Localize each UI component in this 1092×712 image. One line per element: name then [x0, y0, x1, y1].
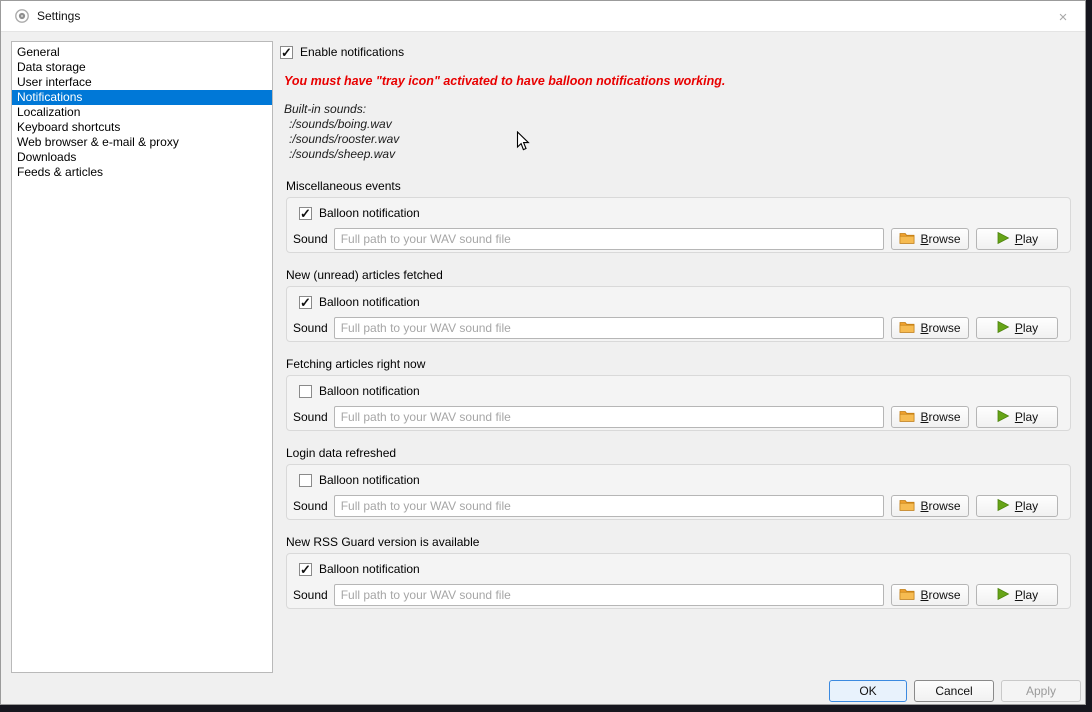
- section-title: New RSS Guard version is available: [286, 535, 480, 549]
- sound-file-input[interactable]: [334, 584, 884, 606]
- tray-icon-warning: You must have "tray icon" activated to have balloon notifications working.: [284, 74, 726, 88]
- folder-icon: [899, 498, 915, 514]
- builtin-sound-path: :/sounds/rooster.wav: [289, 132, 400, 146]
- folder-icon: [899, 320, 915, 336]
- balloon-row: [299, 562, 420, 576]
- play-button-label: Play: [1014, 321, 1039, 335]
- enable-notifications-label: Enable notifications: [300, 45, 405, 59]
- builtin-sound-path: :/sounds/boing.wav: [289, 117, 392, 131]
- sound-label: Sound: [293, 321, 328, 335]
- browse-button-label: Browse: [920, 321, 961, 335]
- balloon-notification-label: Balloon notification: [319, 384, 420, 398]
- builtin-sounds-block: [284, 102, 399, 162]
- balloon-row: [299, 206, 420, 220]
- settings-window-icon: [14, 8, 30, 24]
- notification-section: [286, 358, 1071, 431]
- browse-button[interactable]: [891, 584, 969, 606]
- sound-label: Sound: [293, 499, 328, 513]
- play-button[interactable]: [976, 406, 1058, 428]
- browse-button[interactable]: [891, 228, 969, 250]
- sidebar-item-data-storage[interactable]: Data storage: [17, 60, 86, 74]
- balloon-notification-checkbox[interactable]: [299, 207, 312, 220]
- play-button-label: Play: [1014, 232, 1039, 246]
- mouse-cursor: [516, 131, 530, 155]
- play-icon: [996, 320, 1010, 337]
- enable-notifications-row: [280, 45, 404, 59]
- close-icon[interactable]: ×: [1058, 8, 1068, 26]
- sound-file-input[interactable]: [334, 495, 884, 517]
- section-panel: [286, 286, 1071, 342]
- notification-section: [286, 447, 1071, 520]
- sound-label: Sound: [293, 588, 328, 602]
- sidebar-item-feeds-articles[interactable]: Feeds & articles: [17, 165, 104, 179]
- folder-icon: [899, 409, 915, 425]
- balloon-row: [299, 384, 420, 398]
- sidebar-item-web-browser-e-mail-proxy[interactable]: Web browser & e-mail & proxy: [17, 135, 179, 149]
- balloon-notification-checkbox[interactable]: [299, 385, 312, 398]
- browse-button-label: Browse: [920, 410, 961, 424]
- sidebar-item-keyboard-shortcuts[interactable]: Keyboard shortcuts: [17, 120, 121, 134]
- notification-section: [286, 536, 1071, 609]
- title-bar[interactable]: [1, 1, 1085, 32]
- play-button[interactable]: [976, 584, 1058, 606]
- play-button-label: Play: [1014, 499, 1039, 513]
- browse-button-label: Browse: [920, 232, 961, 246]
- folder-icon: [899, 231, 915, 247]
- play-icon: [996, 409, 1010, 426]
- play-button[interactable]: [976, 228, 1058, 250]
- sound-label: Sound: [293, 410, 328, 424]
- balloon-row: [299, 295, 420, 309]
- ok-button[interactable]: OK: [829, 680, 907, 702]
- sound-row: [293, 584, 1058, 606]
- balloon-notification-label: Balloon notification: [319, 295, 420, 309]
- section-panel: [286, 197, 1071, 253]
- browse-button[interactable]: [891, 317, 969, 339]
- balloon-notification-checkbox[interactable]: [299, 474, 312, 487]
- play-button-label: Play: [1014, 410, 1039, 424]
- sidebar-item-downloads[interactable]: Downloads: [17, 150, 77, 164]
- cancel-button[interactable]: Cancel: [914, 680, 994, 702]
- play-button-label: Play: [1014, 588, 1039, 602]
- sidebar-item-user-interface[interactable]: User interface: [17, 75, 92, 89]
- sound-row: [293, 495, 1058, 517]
- section-panel: [286, 375, 1071, 431]
- balloon-notification-checkbox[interactable]: [299, 296, 312, 309]
- sound-file-input[interactable]: [334, 406, 884, 428]
- enable-notifications-checkbox[interactable]: [280, 46, 293, 59]
- dialog-buttons: [829, 680, 1081, 702]
- section-title: New (unread) articles fetched: [286, 268, 443, 282]
- section-title: Fetching articles right now: [286, 357, 426, 371]
- sound-row: [293, 406, 1058, 428]
- window-title: Settings: [37, 9, 81, 23]
- sidebar-item-notifications[interactable]: Notifications: [12, 90, 272, 105]
- play-icon: [996, 587, 1010, 604]
- browse-button[interactable]: [891, 495, 969, 517]
- sound-label: Sound: [293, 232, 328, 246]
- browse-button[interactable]: [891, 406, 969, 428]
- sound-row: [293, 228, 1058, 250]
- settings-category-list: [11, 41, 273, 673]
- balloon-notification-label: Balloon notification: [319, 562, 420, 576]
- notification-sections: [286, 180, 1071, 625]
- sound-file-input[interactable]: [334, 228, 884, 250]
- sound-row: [293, 317, 1058, 339]
- apply-button: Apply: [1001, 680, 1081, 702]
- sidebar-item-general[interactable]: General: [17, 45, 60, 59]
- folder-icon: [899, 587, 915, 603]
- balloon-notification-checkbox[interactable]: [299, 563, 312, 576]
- browse-button-label: Browse: [920, 588, 961, 602]
- builtin-sound-path: :/sounds/sheep.wav: [289, 147, 396, 161]
- notification-section: [286, 180, 1071, 253]
- play-icon: [996, 231, 1010, 248]
- sidebar-item-localization[interactable]: Localization: [17, 105, 81, 119]
- notification-section: [286, 269, 1071, 342]
- section-panel: [286, 464, 1071, 520]
- section-title: Login data refreshed: [286, 446, 397, 460]
- play-icon: [996, 498, 1010, 515]
- sound-file-input[interactable]: [334, 317, 884, 339]
- balloon-row: [299, 473, 420, 487]
- browse-button-label: Browse: [920, 499, 961, 513]
- builtin-sounds-title: Built-in sounds:: [284, 102, 367, 116]
- balloon-notification-label: Balloon notification: [319, 206, 420, 220]
- play-button[interactable]: [976, 495, 1058, 517]
- play-button[interactable]: [976, 317, 1058, 339]
- section-title: Miscellaneous events: [286, 179, 401, 193]
- balloon-notification-label: Balloon notification: [319, 473, 420, 487]
- section-panel: [286, 553, 1071, 609]
